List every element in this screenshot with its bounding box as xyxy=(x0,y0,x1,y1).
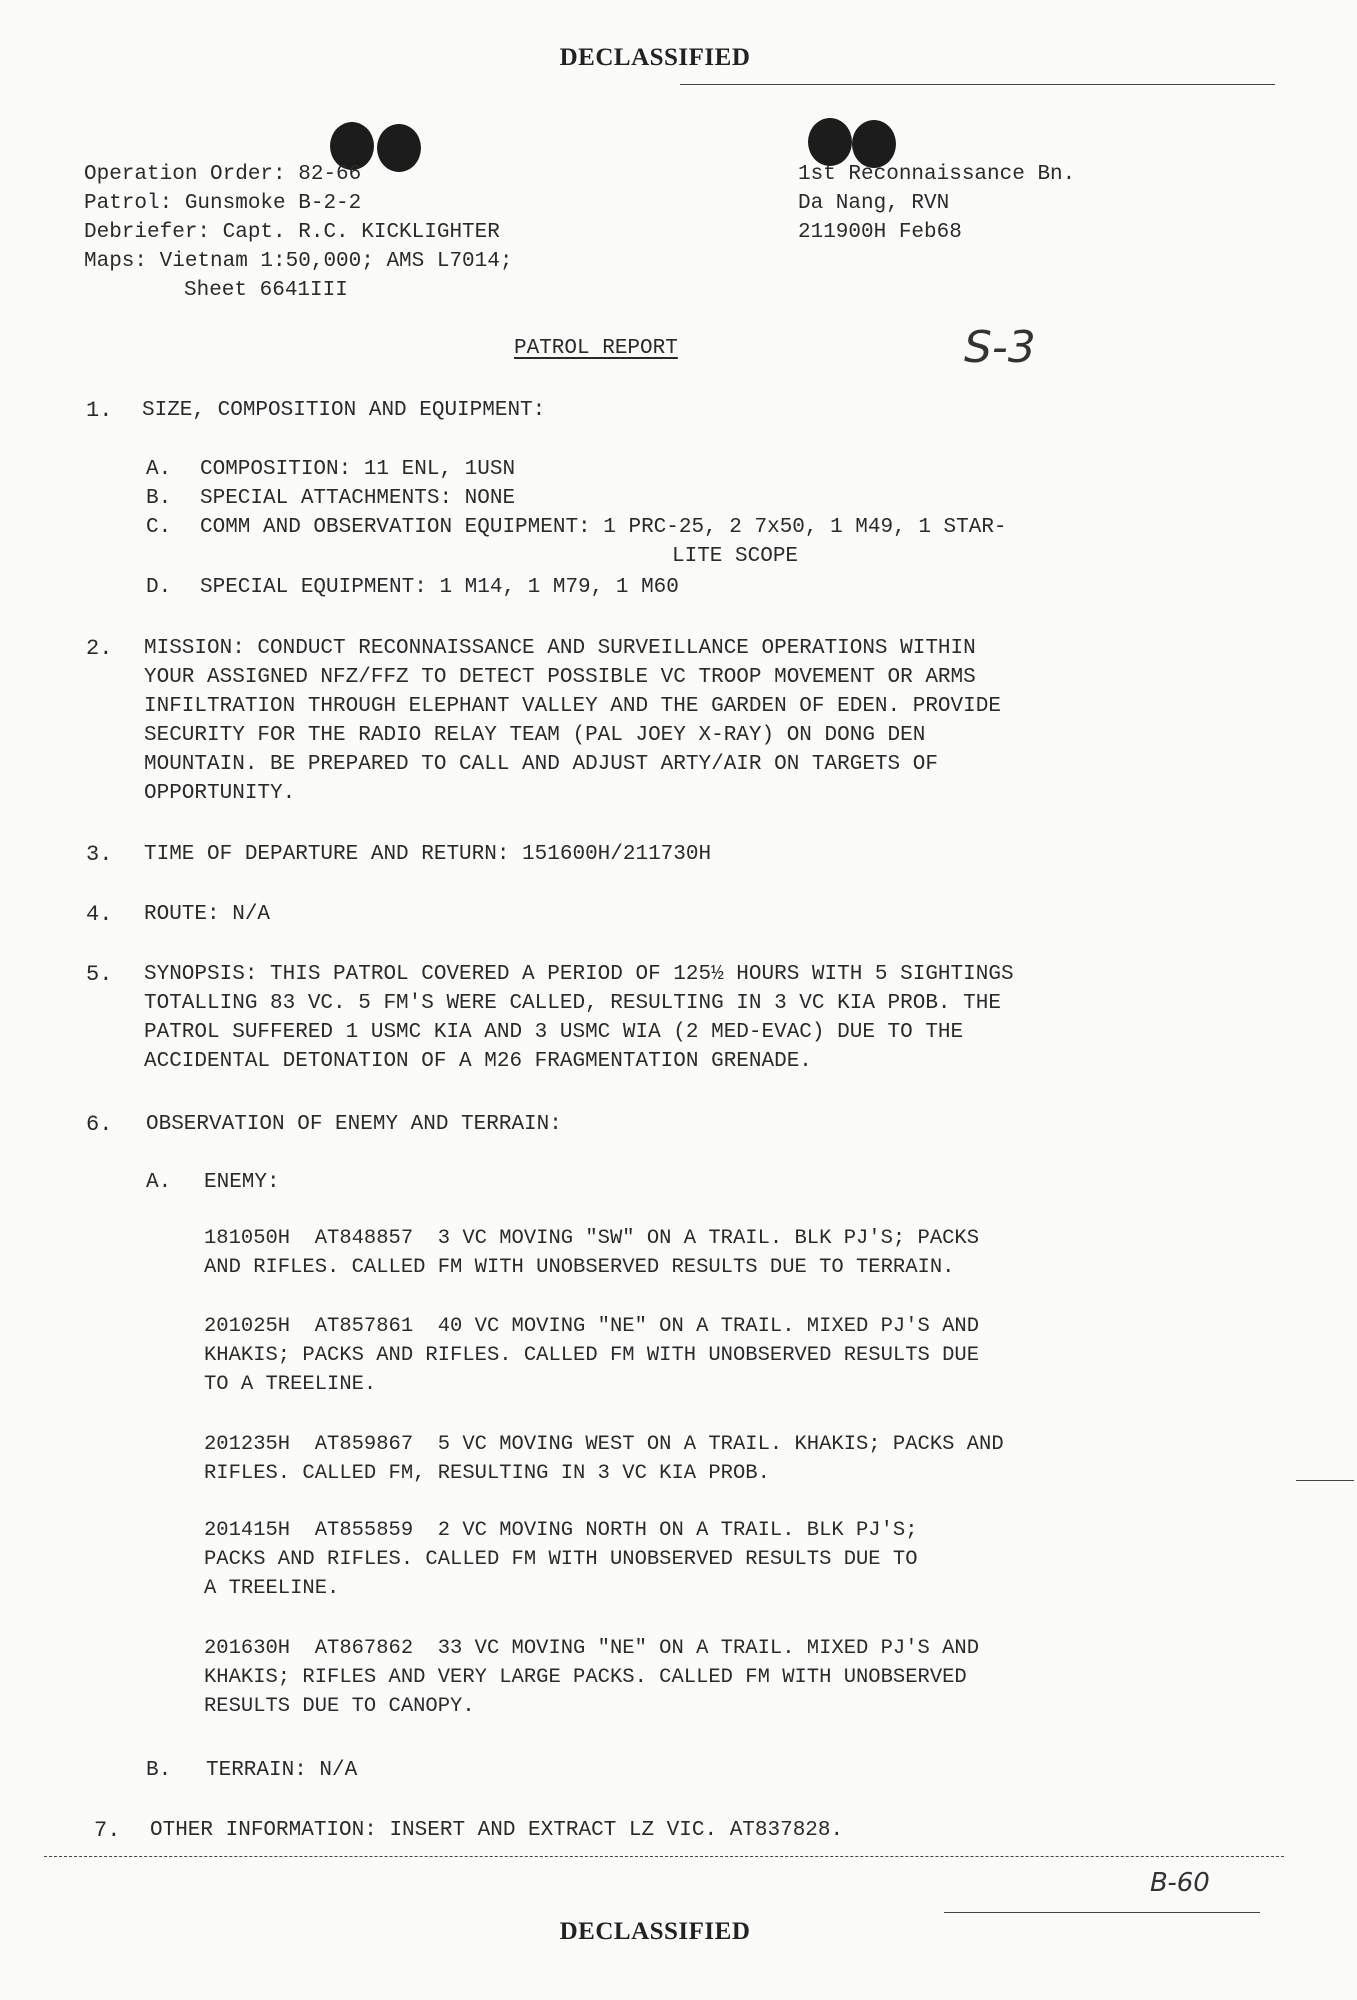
handwritten-page-ref: B-60 xyxy=(1150,1868,1210,1898)
scan-margin-mark xyxy=(1296,1480,1354,1481)
mission-line: OPPORTUNITY. xyxy=(144,782,296,805)
sighting-line: A TREELINE. xyxy=(204,1577,340,1600)
section-1-heading: SIZE, COMPOSITION AND EQUIPMENT: xyxy=(142,399,546,422)
item-label: D. xyxy=(146,576,172,599)
sighting-line: PACKS AND RIFLES. CALLED FM WITH UNOBSERVED RESULTS DUE TO xyxy=(204,1548,918,1571)
synopsis-line: ACCIDENTAL DETONATION OF A M26 FRAGMENTATION GRENADE. xyxy=(144,1050,812,1073)
sighting-line: 201630H AT867862 33 VC MOVING "NE" ON A TRAIL. MIXED PJ'S AND xyxy=(204,1637,980,1660)
sighting-line: KHAKIS; RIFLES AND VERY LARGE PACKS. CALLED FM WITH UNOBSERVED xyxy=(204,1666,967,1689)
signature-rule xyxy=(944,1912,1260,1913)
item-label: A. xyxy=(146,1171,172,1194)
composition: COMPOSITION: 11 ENL, 1USN xyxy=(200,458,516,481)
item-label: A. xyxy=(146,458,172,481)
mission-line: SECURITY FOR THE RADIO RELAY TEAM (PAL JOEY X-RAY) ON DONG DEN xyxy=(144,724,926,747)
mission-line: INFILTRATION THROUGH ELEPHANT VALLEY AND THE GARDEN OF EDEN. PROVIDE xyxy=(144,695,1001,718)
synopsis-line: TOTALLING 83 VC. 5 FM'S WERE CALLED, RESULTING IN 3 VC KIA PROB. THE xyxy=(144,992,1001,1015)
mission-line: YOUR ASSIGNED NFZ/FFZ TO DETECT POSSIBLE VC TROOP MOVEMENT OR ARMS xyxy=(144,666,976,689)
unit-location: Da Nang, RVN xyxy=(798,192,950,215)
patrol-name: Patrol: Gunsmoke B-2-2 xyxy=(84,192,362,215)
route: ROUTE: N/A xyxy=(144,903,271,926)
sighting-line: TO A TREELINE. xyxy=(204,1373,377,1396)
maps-sheet: Sheet 6641III xyxy=(184,279,348,302)
enemy-heading: ENEMY: xyxy=(204,1171,280,1194)
item-label: C. xyxy=(146,516,172,539)
special-equipment: SPECIAL EQUIPMENT: 1 M14, 1 M79, 1 M60 xyxy=(200,576,679,599)
terrain: TERRAIN: N/A xyxy=(206,1759,358,1782)
sighting-line: RIFLES. CALLED FM, RESULTING IN 3 VC KIA PROB. xyxy=(204,1462,770,1485)
sighting-line: 201025H AT857861 40 VC MOVING "NE" ON A TRAIL. MIXED PJ'S AND xyxy=(204,1315,980,1338)
footer-rule xyxy=(44,1856,1284,1857)
special-attachments: SPECIAL ATTACHMENTS: NONE xyxy=(200,487,516,510)
comm-observation-equipment-cont: LITE SCOPE xyxy=(672,545,799,568)
declassified-banner-bottom: DECLASSIFIED xyxy=(559,1918,751,1945)
debriefer: Debriefer: Capt. R.C. KICKLIGHTER xyxy=(84,221,500,244)
sighting-line: 181050H AT848857 3 VC MOVING "SW" ON A TRAIL. BLK PJ'S; PACKS xyxy=(204,1227,980,1250)
synopsis-line: SYNOPSIS: THIS PATROL COVERED A PERIOD OF 125½ HOURS WITH 5 SIGHTINGS xyxy=(144,963,1014,986)
sighting-line: 201415H AT855859 2 VC MOVING NORTH ON A TRAIL. BLK PJ'S; xyxy=(204,1519,918,1542)
declassified-banner-top: DECLASSIFIED xyxy=(559,44,751,71)
departure-return-time: TIME OF DEPARTURE AND RETURN: 151600H/211730H xyxy=(144,843,712,866)
page-title: PATROL REPORT xyxy=(514,337,678,360)
sighting-line: RESULTS DUE TO CANOPY. xyxy=(204,1695,475,1718)
redaction-mark xyxy=(377,124,421,172)
redaction-mark xyxy=(808,118,852,166)
item-label: B. xyxy=(146,487,172,510)
unit-name: 1st Reconnaissance Bn. xyxy=(798,163,1076,186)
section-number: 2. xyxy=(86,636,113,661)
section-number: 4. xyxy=(86,902,113,927)
section-number: 5. xyxy=(86,962,113,987)
section-number: 7. xyxy=(94,1818,121,1843)
comm-observation-equipment: COMM AND OBSERVATION EQUIPMENT: 1 PRC-25, 2 7x50, 1 M49, 1 STAR- xyxy=(200,516,1007,539)
item-label: B. xyxy=(146,1759,172,1782)
sighting-line: KHAKIS; PACKS AND RIFLES. CALLED FM WITH UNOBSERVED RESULTS DUE xyxy=(204,1344,980,1367)
mission-line: MISSION: CONDUCT RECONNAISSANCE AND SURVEILLANCE OPERATIONS WITHIN xyxy=(144,637,976,660)
sighting-line: 201235H AT859867 5 VC MOVING WEST ON A TRAIL. KHAKIS; PACKS AND xyxy=(204,1433,1004,1456)
maps: Maps: Vietnam 1:50,000; AMS L7014; xyxy=(84,250,513,273)
report-datetime: 211900H Feb68 xyxy=(798,221,962,244)
handwritten-section-code: S-3 xyxy=(964,322,1036,373)
header-rule xyxy=(680,84,1275,85)
other-information: OTHER INFORMATION: INSERT AND EXTRACT LZ VIC. AT837828. xyxy=(150,1819,844,1842)
sighting-line: AND RIFLES. CALLED FM WITH UNOBSERVED RESULTS DUE TO TERRAIN. xyxy=(204,1256,955,1279)
section-number: 6. xyxy=(86,1112,113,1137)
operation-order: Operation Order: 82-66 xyxy=(84,163,362,186)
section-6-heading: OBSERVATION OF ENEMY AND TERRAIN: xyxy=(146,1113,562,1136)
section-number: 1. xyxy=(86,398,113,423)
section-number: 3. xyxy=(86,842,113,867)
synopsis-line: PATROL SUFFERED 1 USMC KIA AND 3 USMC WIA (2 MED-EVAC) DUE TO THE xyxy=(144,1021,964,1044)
mission-line: MOUNTAIN. BE PREPARED TO CALL AND ADJUST ARTY/AIR ON TARGETS OF xyxy=(144,753,938,776)
